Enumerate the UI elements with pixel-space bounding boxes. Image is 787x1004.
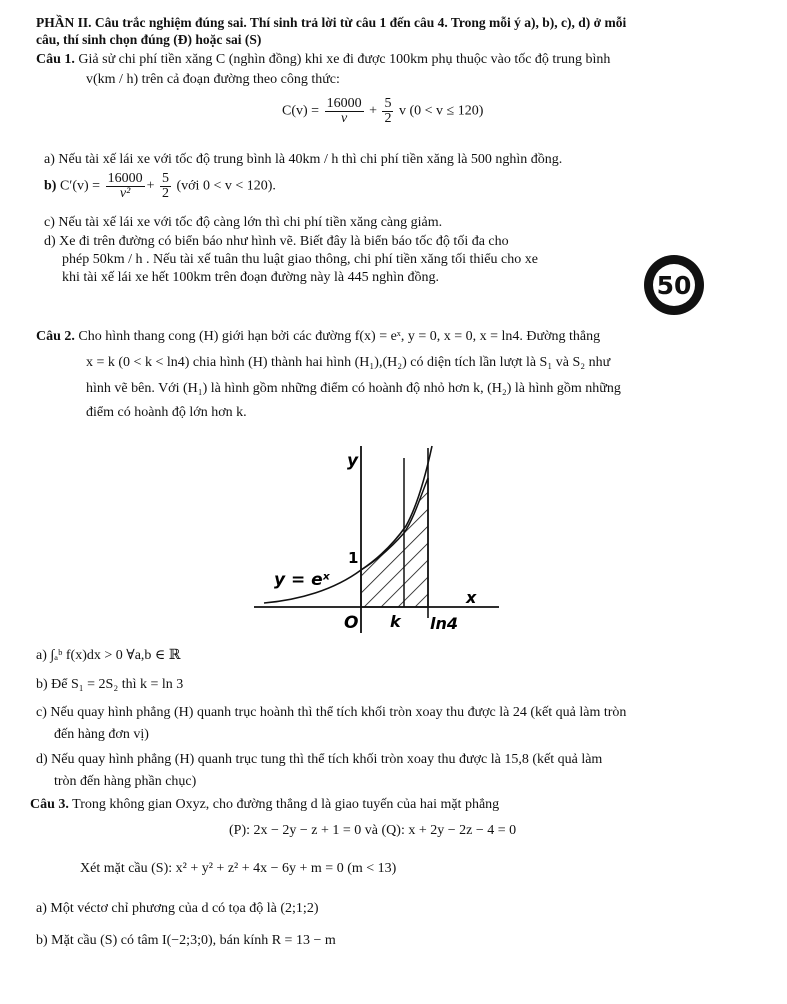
ln4-label: ln4 [430,614,459,633]
section-title: PHẦN II. Câu trắc nghiệm đúng sai. Thí sinh trả lời từ câu 1 đến câu 4. Trong mỗi ý a), b), c), d) ở mỗi [36,15,627,30]
exp-graph [244,438,514,638]
section-title-line2: câu, thí sinh chọn đúng (Đ) hoặc sai (S) [36,32,262,47]
q2-option-b: b) Để S₁ = 2S₂ thì k = ln 3 [36,677,184,692]
q2-stem-line2: x = k (0 < k < ln4) chia hình (H) thành hai hình (H₁),(H₂) có diện tích lần lượt là S₁ và S₂ như [86,355,611,370]
one-label: 1 [348,549,359,567]
speed-limit-sign [643,254,705,316]
origin-label: O [344,613,359,633]
curve-label: y = eˣ [274,570,330,590]
q3-option-a: a) Một véctơ chỉ phương của d có tọa độ là (2;1;2) [36,901,319,916]
speed-limit-value: 50 [656,271,692,300]
q2-stem-line3: hình vẽ bên. Với (H₁) là hình gồm những điểm có hoành độ nhỏ hơn k, (H₂) là hình gồm những [86,381,621,396]
q2-option-c-line1: c) Nếu quay hình phẳng (H) quanh trục hoành thì thể tích khối tròn xoay thu được là 24 (kết quả làm tròn [36,705,627,720]
q1-option-c: c) Nếu tài xế lái xe với tốc độ càng lớn thì chi phí tiền xăng càng giảm. [44,215,443,230]
k-label: k [390,612,401,631]
q2-stem-line4: điểm có hoành độ lớn hơn k. [86,405,247,420]
q2-option-d-line1: d) Nếu quay hình phẳng (H) quanh trục tung thì thể tích khối tròn xoay thu được là 15,8 (kết quả làm [36,752,603,767]
q1-option-a: a) Nếu tài xế lái xe với tốc độ trung bình là 40km / h thì chi phí tiền xăng là 500 nghìn đồng. [44,152,563,167]
q1-option-d-line2: phép 50km / h . Nếu tài xế tuân thu luật giao thông, chi phí tiền xăng tối thiểu cho xe [62,252,538,267]
q3-planes: (P): 2x − 2y − z + 1 = 0 và (Q): x + 2y − 2z − 4 = 0 [229,823,517,838]
q1-option-b: b) C′(v) = $\frac{16000}{\text{v²}}$ + $\frac{5}{2}$ (với 0 < v < 120). [44,171,276,201]
q2-option-d-line2: tròn đến hàng phần chục) [54,774,197,789]
q1-option-d-line3: khi tài xế lái xe hết 100km trên đoạn đường này là 445 nghìn đồng. [62,270,439,285]
q1-option-d-line1: d) Xe đi trên đường có biển báo như hình vẽ. Biết đây là biển báo tốc độ tối đa cho [44,234,509,249]
x-axis-label: x [466,588,477,607]
q3-stem: Câu 3. Trong không gian Oxyz, cho đường thẳng d là giao tuyến của hai mặt phẳng [30,797,500,812]
q3-option-b: b) Mặt cầu (S) có tâm I(−2;3;0), bán kính R = 13 − m [36,933,336,948]
q1-stem-line1: Câu 1. Giả sử chi phí tiền xăng C (nghìn đồng) khi xe đi được 100km phụ thuộc vào tốc độ trung bình [36,52,611,67]
y-axis-label: y [347,451,359,471]
q2-option-c-line2: đến hàng đơn vị) [54,727,149,742]
q3-sphere: Xét mặt cầu (S): x² + y² + z² + 4x − 6y + m = 0 (m < 13) [80,861,397,876]
q1-stem-line2: v(km / h) trên cả đoạn đường theo công thức: [86,72,340,87]
q2-stem-line1: Câu 2. Cho hình thang cong (H) giới hạn bởi các đường f(x) = eˣ, y = 0, x = 0, x = ln4. Đường thẳng [36,329,601,344]
q2-option-a: a) ∫ₐᵇ f(x)dx > 0 ∀a,b ∈ ℝ [36,648,181,663]
q1-formula: C(v) = $\frac{16000}{v}$ + $\frac{5}{2}$ v (0 < v ≤ 120) [282,96,484,126]
